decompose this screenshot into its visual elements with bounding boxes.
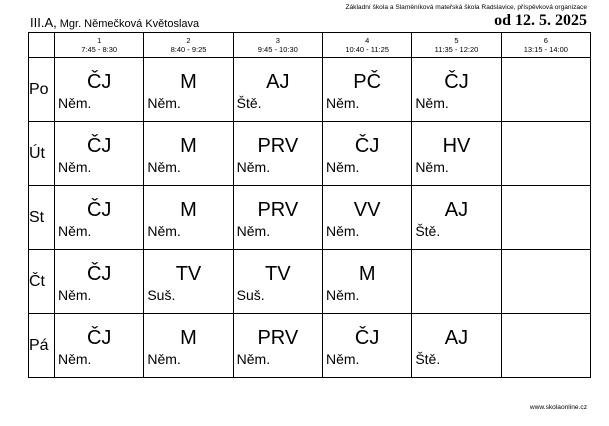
lesson-teacher: Něm.: [325, 287, 360, 303]
lesson-cell: [322, 250, 411, 314]
lesson-subject: ČJ: [444, 71, 469, 93]
lesson-teacher: Něm.: [147, 351, 181, 367]
lesson-teacher: Ště.: [415, 351, 441, 367]
period-time: 10:40 - 11:25: [345, 45, 389, 54]
lesson-subject: PČ: [353, 71, 382, 93]
lesson-cell: [233, 58, 322, 122]
lesson-subject: HV: [442, 135, 471, 157]
lesson-teacher: Něm.: [147, 223, 181, 239]
lesson-subject: M: [180, 135, 197, 157]
lesson-cell: [412, 186, 501, 250]
period-number: 2: [186, 36, 191, 45]
class-teacher: Mgr. Němečková Květoslava: [59, 18, 200, 30]
lesson-cell: [322, 314, 411, 378]
period-number: 6: [543, 36, 548, 45]
lesson-teacher: Něm.: [58, 351, 92, 367]
lesson-teacher: Něm.: [325, 351, 360, 367]
lesson-teacher: Něm.: [58, 287, 92, 303]
period-number: 5: [454, 36, 459, 45]
lesson-teacher: Něm.: [236, 223, 271, 239]
page-title: [30, 14, 199, 32]
lesson-teacher: Něm.: [58, 223, 92, 239]
period-time: 7:45 - 8:30: [81, 45, 118, 54]
lesson-cell: [501, 122, 590, 186]
day-row: [29, 186, 591, 250]
lesson-subject: PRV: [257, 327, 299, 349]
lesson-subject: PRV: [257, 199, 299, 221]
lesson-cell: [322, 186, 411, 250]
footer-url: www.skolaonline.cz: [529, 404, 587, 411]
period-time: 11:35 - 12:20: [434, 45, 479, 54]
lesson-subject: AJ: [444, 327, 469, 349]
period-header: [55, 33, 144, 58]
lesson-teacher: Ště.: [415, 223, 441, 239]
lesson-subject: VV: [353, 199, 381, 221]
lesson-subject: ČJ: [354, 327, 380, 349]
lesson-cell: [501, 250, 590, 314]
lesson-teacher: Něm.: [147, 95, 181, 111]
lesson-teacher: Něm.: [325, 223, 360, 239]
lesson-cell: [501, 314, 590, 378]
lesson-cell: [144, 250, 233, 314]
lesson-teacher: Něm.: [415, 95, 449, 111]
timetable: [28, 32, 591, 378]
period-header: [501, 33, 590, 58]
lesson-subject: M: [180, 199, 197, 221]
period-header-row: [29, 33, 591, 58]
day-label: Po: [29, 58, 55, 122]
day-label: Pá: [29, 314, 55, 378]
lesson-teacher: Něm.: [147, 159, 181, 175]
lesson-cell: [322, 58, 411, 122]
lesson-cell: [55, 314, 144, 378]
period-number: 3: [275, 36, 280, 45]
period-time: 8:40 - 9:25: [170, 45, 207, 54]
lesson-teacher: Suš.: [147, 287, 176, 303]
day-row: [29, 58, 591, 122]
lesson-subject: ČJ: [86, 199, 112, 221]
lesson-subject: ČJ: [86, 71, 112, 93]
lesson-subject: ČJ: [86, 135, 112, 157]
period-number: 1: [97, 36, 102, 45]
lesson-subject: M: [180, 71, 197, 93]
lesson-cell: [233, 186, 322, 250]
corner-cell: [29, 33, 55, 58]
lesson-cell: [144, 186, 233, 250]
day-label: Út: [29, 122, 55, 186]
lesson-subject: M: [180, 327, 197, 349]
lesson-cell: [144, 314, 233, 378]
lesson-subject: AJ: [266, 71, 290, 93]
lesson-cell: [55, 186, 144, 250]
period-header: [412, 33, 501, 58]
lesson-subject: PRV: [257, 135, 299, 157]
period-number: 4: [365, 36, 370, 45]
timetable-body: [29, 58, 591, 378]
lesson-teacher: Něm.: [325, 95, 360, 111]
lesson-cell: [412, 58, 501, 122]
lesson-cell: [233, 314, 322, 378]
school-name: Základní škola a Slaměníková mateřská škola Radslavice, příspěvková organizace: [345, 4, 587, 11]
lesson-subject: ČJ: [86, 263, 112, 285]
lesson-cell: [412, 314, 501, 378]
period-time: 9:45 - 10:30: [257, 45, 298, 54]
lesson-subject: TV: [175, 263, 202, 285]
lesson-cell: [55, 122, 144, 186]
period-header: [144, 33, 233, 58]
lesson-cell: [144, 122, 233, 186]
day-row: [29, 250, 591, 314]
lesson-teacher: Něm.: [325, 159, 360, 175]
lesson-cell: [501, 58, 590, 122]
lesson-teacher: Něm.: [236, 351, 271, 367]
lesson-teacher: Něm.: [415, 159, 449, 175]
lesson-teacher: Něm.: [58, 95, 92, 111]
lesson-subject: M: [358, 263, 376, 285]
lesson-cell: [322, 122, 411, 186]
lesson-subject: ČJ: [354, 135, 380, 157]
lesson-cell: [412, 250, 501, 314]
lesson-teacher: Něm.: [236, 159, 271, 175]
lesson-cell: [55, 58, 144, 122]
lesson-teacher: Něm.: [58, 159, 92, 175]
day-row: [29, 314, 591, 378]
valid-from-date: od 12. 5. 2025: [494, 12, 587, 29]
lesson-teacher: Ště.: [236, 95, 262, 111]
lesson-cell: [144, 58, 233, 122]
period-header: [233, 33, 322, 58]
lesson-teacher: Suš.: [236, 287, 265, 303]
day-row: [29, 122, 591, 186]
lesson-subject: ČJ: [86, 327, 112, 349]
lesson-subject: AJ: [444, 199, 469, 221]
lesson-cell: [233, 122, 322, 186]
lesson-cell: [412, 122, 501, 186]
lesson-cell: [55, 250, 144, 314]
day-label: St: [29, 186, 55, 250]
lesson-subject: TV: [265, 263, 291, 285]
period-header: [322, 33, 411, 58]
lesson-cell: [233, 250, 322, 314]
day-label: Čt: [29, 250, 55, 314]
class-name: III.A,: [30, 15, 57, 30]
lesson-cell: [501, 186, 590, 250]
period-time: 13:15 - 14:00: [523, 45, 568, 54]
